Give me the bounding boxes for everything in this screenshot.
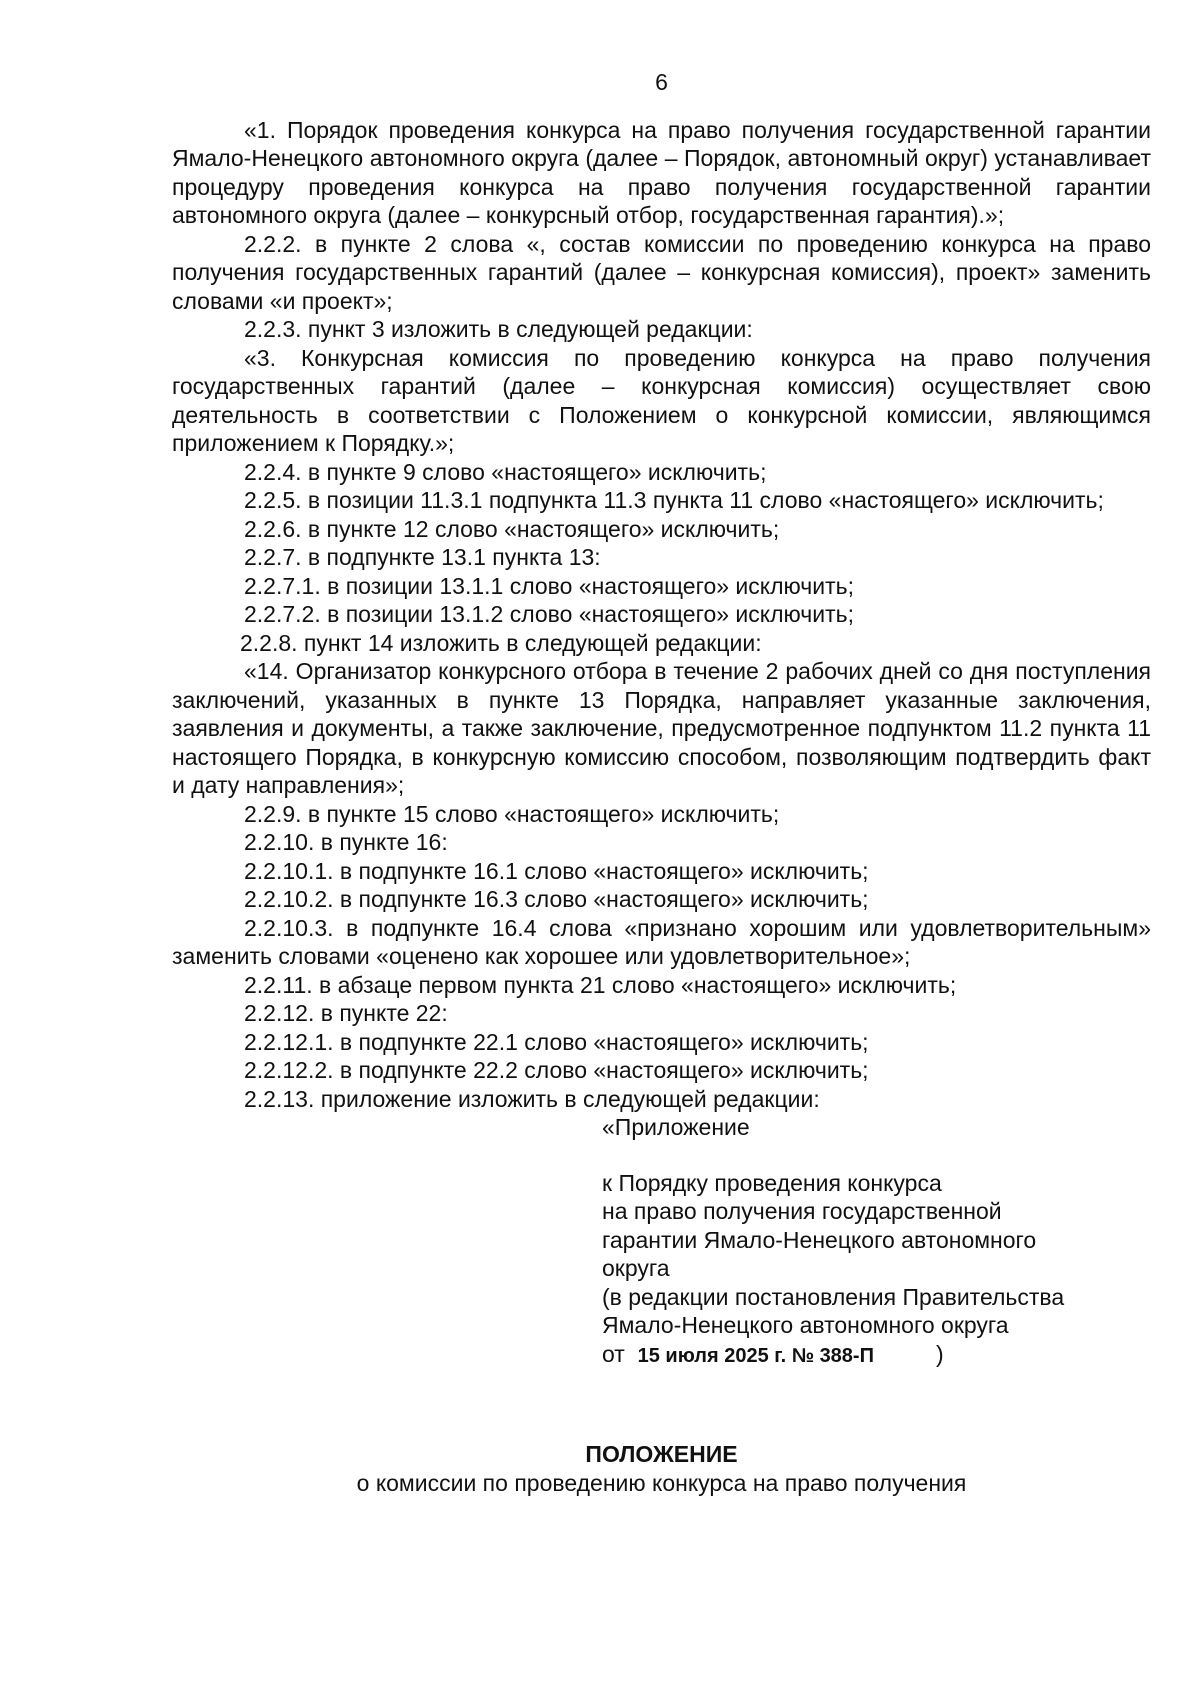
appendix-line: (в редакции постановления Правительства <box>602 1283 1065 1310</box>
paragraph-2-2-7-1: 2.2.7.1. в позиции 13.1.1 слово «настоящего» исключить; <box>244 572 855 599</box>
appendix-line: к Порядку проведения конкурса <box>602 1169 942 1196</box>
paragraph-2-2-10-1: 2.2.10.1. в подпункте 16.1 слово «настоящего» исключить; <box>244 857 869 884</box>
paragraph-2-2-8: 2.2.8. пункт 14 изложить в следующей редакции: <box>240 629 762 656</box>
paragraph-2-2-2: 2.2.2. в пункте 2 слова «, состав комиссии по проведению конкурса на право получения государственных гарантий (далее – конкурсная комиссия), проект» заменить словами «и проект»; <box>172 230 1151 314</box>
from-prefix: от <box>602 1340 625 1367</box>
appendix-decree-line <box>602 1340 1151 1371</box>
document-title-block <box>172 1440 1151 1497</box>
paragraph-2-2-12-1: 2.2.12.1. в подпункте 22.1 слово «настоящего» исключить; <box>244 1028 869 1055</box>
document-title: ПОЛОЖЕНИЕ <box>585 1441 738 1467</box>
paragraph-1: «1. Порядок проведения конкурса на право получения государственной гарантии Ямало-Ненецкого автономного округа (далее – Порядок, автономный округ) устанавливает процедуру проведения конкурса на право получения государственной гарантии автономного округа (далее – конкурсный отбор, государственная гарантия).»; <box>172 116 1151 228</box>
paragraph-2-2-7: 2.2.7. в подпункте 13.1 пункта 13: <box>244 544 601 570</box>
paragraph-3-quote: «3. Конкурсная комиссия по проведению конкурса на право получения государственных гарантий (далее – конкурсная комиссия) осуществляет свою деятельность в соответствии с Положением о конкурсной комиссии, являющимся приложением к Порядку.»; <box>172 344 1151 456</box>
paragraph-2-2-5: 2.2.5. в позиции 11.3.1 подпункта 11.3 пункта 11 слово «настоящего» исключить; <box>244 487 1104 513</box>
page-number: 6 <box>655 69 668 95</box>
document-subtitle: о комиссии по проведению конкурса на право получения <box>356 1469 967 1496</box>
paragraph-2-2-12: 2.2.12. в пункте 22: <box>244 1000 448 1026</box>
paragraph-2-2-10-3: 2.2.10.3. в подпункте 16.4 слова «признано хорошим или удовлетворительным» заменить словами «оценено как хорошее или удовлетворительное»; <box>172 914 1151 969</box>
paragraph-2-2-10-2: 2.2.10.2. в подпункте 16.3 слово «настоящего» исключить; <box>244 886 869 912</box>
closing-paren: ) <box>935 1340 944 1367</box>
paragraph-2-2-4: 2.2.4. в пункте 9 слово «настоящего» исключить; <box>244 458 767 485</box>
paragraph-2-2-10: 2.2.10. в пункте 16: <box>244 829 448 855</box>
paragraph-2-2-11: 2.2.11. в абзаце первом пункта 21 слово «настоящего» исключить; <box>244 971 957 998</box>
paragraph-2-2-7-2: 2.2.7.2. в позиции 13.1.2 слово «настоящего» исключить; <box>244 601 855 627</box>
paragraph-2-2-9: 2.2.9. в пункте 15 слово «настоящего» исключить; <box>244 800 780 827</box>
appendix-heading: «Приложение <box>602 1114 750 1140</box>
decree-reference: 15 июля 2025 г. № 388-П <box>637 1344 874 1367</box>
document-body <box>172 116 1151 1114</box>
paragraph-14-quote: «14. Организатор конкурсного отбора в течение 2 рабочих дней со дня поступления заключений, указанных в пункте 13 Порядка, направляет указанные заключения, заявления и документы, а также заключение, предусмотренное подпунктом 11.2 пункта 11 настоящего Порядка, в конкурсную комиссию способом, позволяющим подтвердить факт и дату направления»; <box>172 658 1151 798</box>
appendix-header <box>602 1113 1151 1370</box>
paragraph-2-2-13: 2.2.13. приложение изложить в следующей редакции: <box>244 1085 820 1112</box>
appendix-line: Ямало-Ненецкого автономного округа <box>602 1312 1009 1338</box>
appendix-line: на право получения государственной <box>602 1198 1002 1224</box>
paragraph-2-2-6: 2.2.6. в пункте 12 слово «настоящего» исключить; <box>244 515 780 542</box>
appendix-spacer <box>602 1142 1151 1169</box>
appendix-line: гарантии Ямало-Ненецкого автономного <box>602 1226 1037 1253</box>
appendix-line: округа <box>602 1255 670 1281</box>
paragraph-2-2-3: 2.2.3. пункт 3 изложить в следующей редакции: <box>244 316 753 342</box>
paragraph-2-2-12-2: 2.2.12.2. в подпункте 22.2 слово «настоящего» исключить; <box>244 1057 869 1083</box>
